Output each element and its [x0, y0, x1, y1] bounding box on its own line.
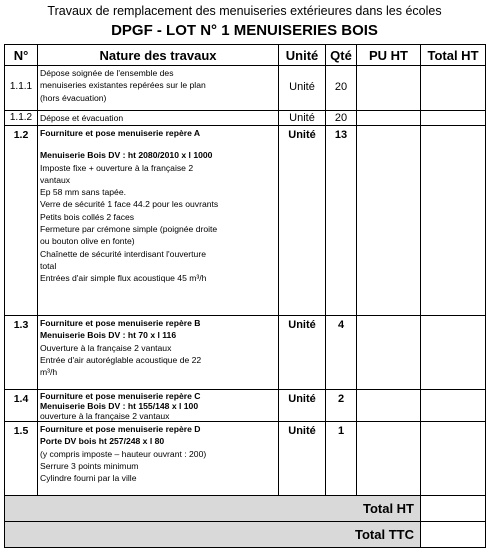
nature-line: Cylindre fourni par la ville [40, 473, 137, 484]
row-pu-ht[interactable] [357, 316, 421, 390]
row-num: 1.3 [5, 316, 38, 390]
document-title: Travaux de remplacement des menuiseries extérieures dans les écoles [47, 4, 442, 18]
row-unit: Unité [279, 66, 326, 111]
nature-line: (hors évacuation) [40, 92, 107, 103]
nature-line: menuiseries existantes repérées sur le plan [40, 80, 206, 91]
total-ttc-row [5, 522, 486, 548]
row-num: 1.2 [5, 126, 38, 316]
nature-line: Imposte fixe + ouverture à la française 2 [40, 162, 194, 173]
col-header-qte: Qté [326, 45, 357, 66]
col-header-nature: Nature des travaux [38, 45, 279, 66]
col-header-num: N° [5, 45, 38, 66]
row-total-ht[interactable] [421, 126, 486, 316]
col-header-unite: Unité [279, 45, 326, 66]
nature-line: m³/h [40, 367, 58, 378]
nature-sub: Menuiserie Bois DV : ht 2080/2010 x l 1000 [40, 150, 213, 161]
nature-line: ouverture à la française 2 vantaux [40, 411, 170, 421]
total-ht-row [5, 496, 486, 522]
row-total-ht[interactable] [421, 111, 486, 126]
row-qty: 20 [326, 111, 357, 126]
row-unit: Unité [279, 111, 326, 126]
table-row [5, 111, 486, 126]
row-pu-ht[interactable] [357, 111, 421, 126]
row-nature [38, 316, 279, 390]
row-qty: 4 [326, 316, 357, 390]
col-header-total-ht: Total HT [421, 45, 486, 66]
row-num: 1.4 [5, 390, 38, 422]
nature-line: Ep 58 mm sans tapée. [40, 187, 126, 198]
nature-line: vantaux [40, 174, 71, 185]
row-num: 1.1.1 [5, 66, 38, 111]
row-qty: 13 [326, 126, 357, 316]
nature-line: Entrée d'air autoréglable acoustique de 22 [40, 354, 202, 365]
row-unit: Unité [279, 390, 326, 422]
row-total-ht[interactable] [421, 390, 486, 422]
row-pu-ht[interactable] [357, 422, 421, 496]
nature-heading: Fourniture et pose menuiserie repère C [40, 391, 201, 401]
nature-line: (y compris imposte – hauteur ouvrant : 200) [40, 448, 207, 459]
nature-line: Petits bois collés 2 faces [40, 211, 135, 222]
row-unit: Unité [279, 422, 326, 496]
nature-line: Verre de sécurité 1 face 44.2 pour les ouvrants [40, 199, 219, 210]
row-qty: 2 [326, 390, 357, 422]
nature-line: Dépose soignée de l'ensemble des [40, 68, 174, 78]
total-ht-value[interactable] [421, 496, 486, 522]
row-unit: Unité [279, 316, 326, 390]
row-nature [38, 390, 279, 422]
table-row [5, 316, 486, 390]
row-num: 1.1.2 [5, 111, 38, 126]
nature-line: Entrées d'air simple flux acoustique 45 m³/h [40, 273, 207, 284]
table-row [5, 422, 486, 496]
row-nature [38, 111, 279, 126]
row-nature [38, 66, 279, 111]
row-pu-ht[interactable] [357, 390, 421, 422]
nature-sub: Menuiserie Bois DV : ht 155/148 x l 100 [40, 401, 199, 411]
nature-sub: Porte DV bois ht 257/248 x l 80 [40, 436, 165, 447]
nature-line: Ouverture à la française 2 vantaux [40, 342, 172, 353]
nature-sub: Menuiserie Bois DV : ht 70 x l 116 [40, 330, 177, 341]
nature-heading: Fourniture et pose menuiserie repère A [40, 128, 201, 138]
row-nature [38, 422, 279, 496]
nature-line: ou bouton olive en fonte) [40, 236, 135, 247]
total-ttc-value[interactable] [421, 522, 486, 548]
table-header-row [5, 45, 486, 66]
total-ht-label: Total HT [5, 496, 421, 522]
row-num: 1.5 [5, 422, 38, 496]
row-pu-ht[interactable] [357, 66, 421, 111]
nature-line: total [40, 260, 57, 271]
nature-line: Dépose et évacuation [40, 113, 124, 123]
total-ttc-label: Total TTC [5, 522, 421, 548]
table-row [5, 390, 486, 422]
row-unit: Unité [279, 126, 326, 316]
nature-heading: Fourniture et pose menuiserie repère D [40, 424, 201, 434]
nature-heading: Fourniture et pose menuiserie repère B [40, 318, 201, 328]
row-total-ht[interactable] [421, 316, 486, 390]
table-row [5, 66, 486, 111]
nature-line: Serrure 3 points minimum [40, 460, 139, 471]
row-nature [38, 126, 279, 316]
table-row [5, 126, 486, 316]
row-pu-ht[interactable] [357, 126, 421, 316]
dpgf-table [4, 44, 486, 548]
col-header-pu-ht: PU HT [357, 45, 421, 66]
row-qty: 20 [326, 66, 357, 111]
document-subtitle: DPGF - LOT N° 1 MENUISERIES BOIS [111, 22, 378, 39]
nature-line: Fermeture par crémone simple (poignée droite [40, 224, 218, 235]
row-total-ht[interactable] [421, 66, 486, 111]
row-qty: 1 [326, 422, 357, 496]
nature-line: Chaînette de sécurité interdisant l'ouverture [40, 248, 206, 259]
row-total-ht[interactable] [421, 422, 486, 496]
